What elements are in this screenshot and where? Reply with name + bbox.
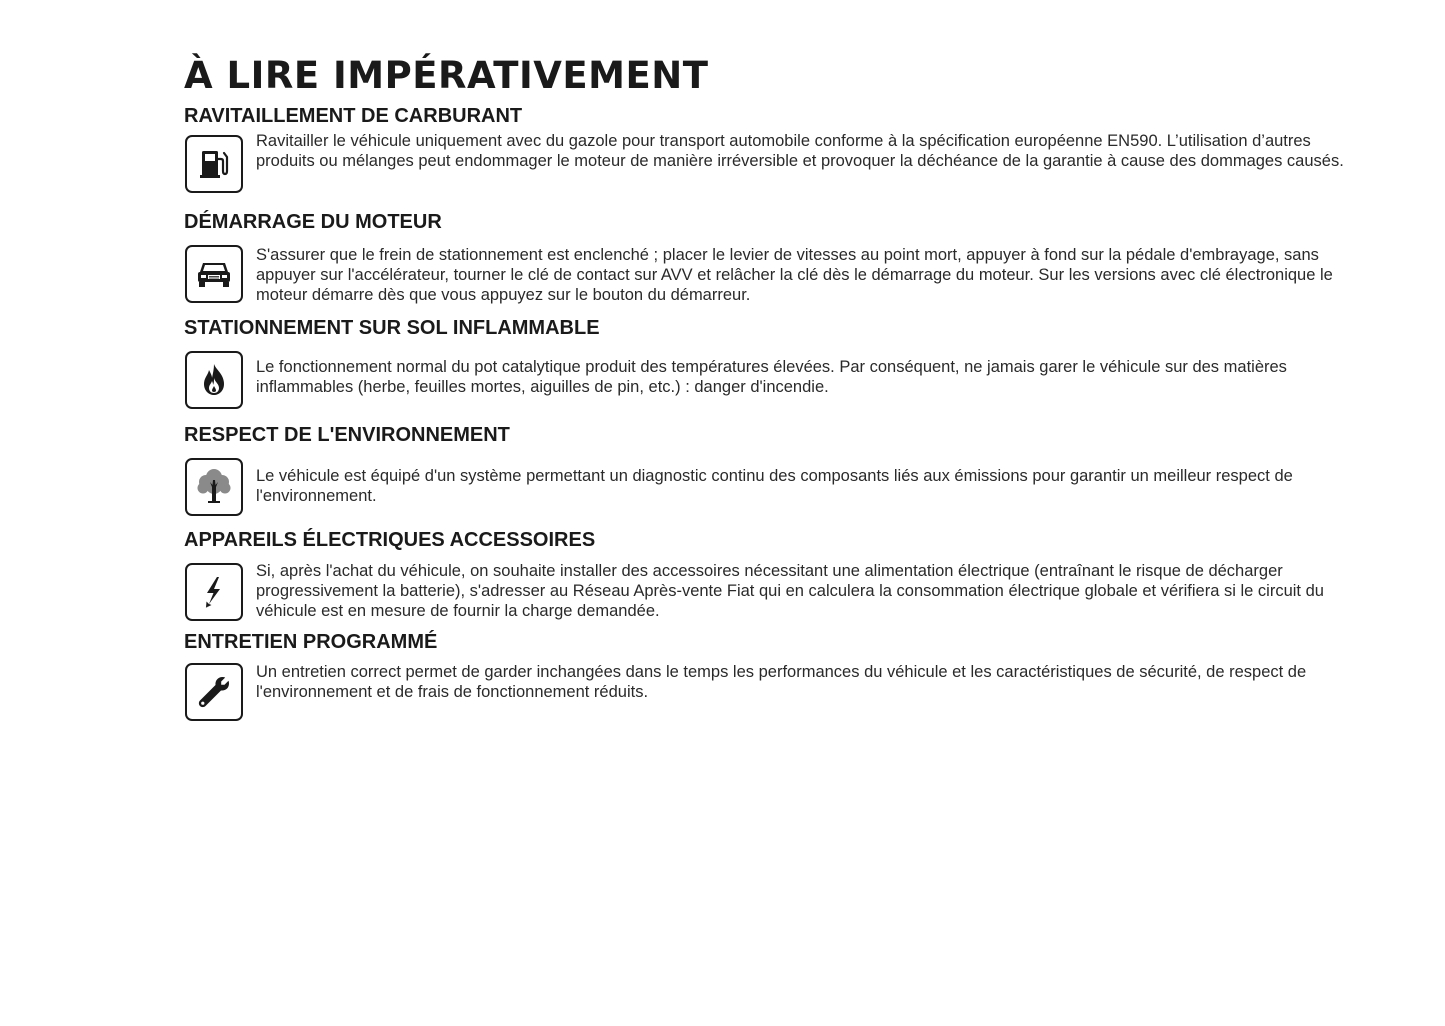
section-text: Un entretien correct permet de garder inchangées dans le temps les performances du véhicule et les caractéristiques de sécurité, de respect de l'environnement et de frais de fonctionnement réduits. <box>256 663 1307 701</box>
section-flammable-ground <box>184 316 1354 396</box>
section-heading: RAVITAILLEMENT DE CARBURANT <box>184 105 523 127</box>
section-scheduled-maintenance <box>184 630 1354 701</box>
section-text: Le fonctionnement normal du pot catalytique produit des températures élevées. Par conséquent, ne jamais garer le véhicule sur des matières inflammables (herbe, feuilles mortes, aiguilles de pin, etc.) : danger d'incendie. <box>256 358 1287 396</box>
section-electrical-accessories <box>184 528 1354 620</box>
wrench-icon <box>185 663 243 721</box>
lightning-icon <box>185 563 243 621</box>
section-text: Ravitailler le véhicule uniquement avec du gazole pour transport automobile conforme à la spécification européenne EN590. L’utilisation d’autres produits ou mélanges peut endommager le moteur de manière irréversible et provoquer la déchéance de la garantie à cause des dommages causés. <box>256 132 1344 170</box>
section-text: Le véhicule est équipé d'un système permettant un diagnostic continu des composants liés aux émissions pour garantir un meilleur respect de l'environnement. <box>256 467 1293 505</box>
section-heading: STATIONNEMENT SUR SOL INFLAMMABLE <box>184 317 600 339</box>
section-heading: ENTRETIEN PROGRAMMÉ <box>184 631 438 653</box>
section-heading: APPAREILS ÉLECTRIQUES ACCESSOIRES <box>184 529 596 551</box>
section-text: S'assurer que le frein de stationnement est enclenché ; placer le levier de vitesses au point mort, appuyer à fond sur la pédale d'embrayage, sans appuyer sur l'accélérateur, tourner le clé de contact sur AVV et relâcher la clé dès le démarrage du moteur. Sur les versions avec clé électronique le moteur démarre dès que vous appuyez sur le bouton du démarreur. <box>256 246 1333 304</box>
section-heading: DÉMARRAGE DU MOTEUR <box>184 211 442 233</box>
section-engine-start <box>184 210 1354 304</box>
section-text: Si, après l'achat du véhicule, on souhaite installer des accessoires nécessitant une alimentation électrique (entraînant le risque de décharger progressivement la batterie), s'adresser au Réseau Après-vente Fiat qui en calculera la consommation électrique globale et vérifiera si le circuit du véhicule est en mesure de fournir la charge demandée. <box>256 562 1324 620</box>
section-heading: RESPECT DE L'ENVIRONNEMENT <box>184 424 510 446</box>
flame-icon <box>185 351 243 409</box>
car-front-icon <box>185 245 243 303</box>
page-title: À LIRE IMPÉRATIVEMENT <box>184 54 709 97</box>
section-fuel <box>184 104 1354 170</box>
tree-icon <box>185 458 243 516</box>
fuel-pump-icon <box>185 135 243 193</box>
section-environment <box>184 423 1354 505</box>
